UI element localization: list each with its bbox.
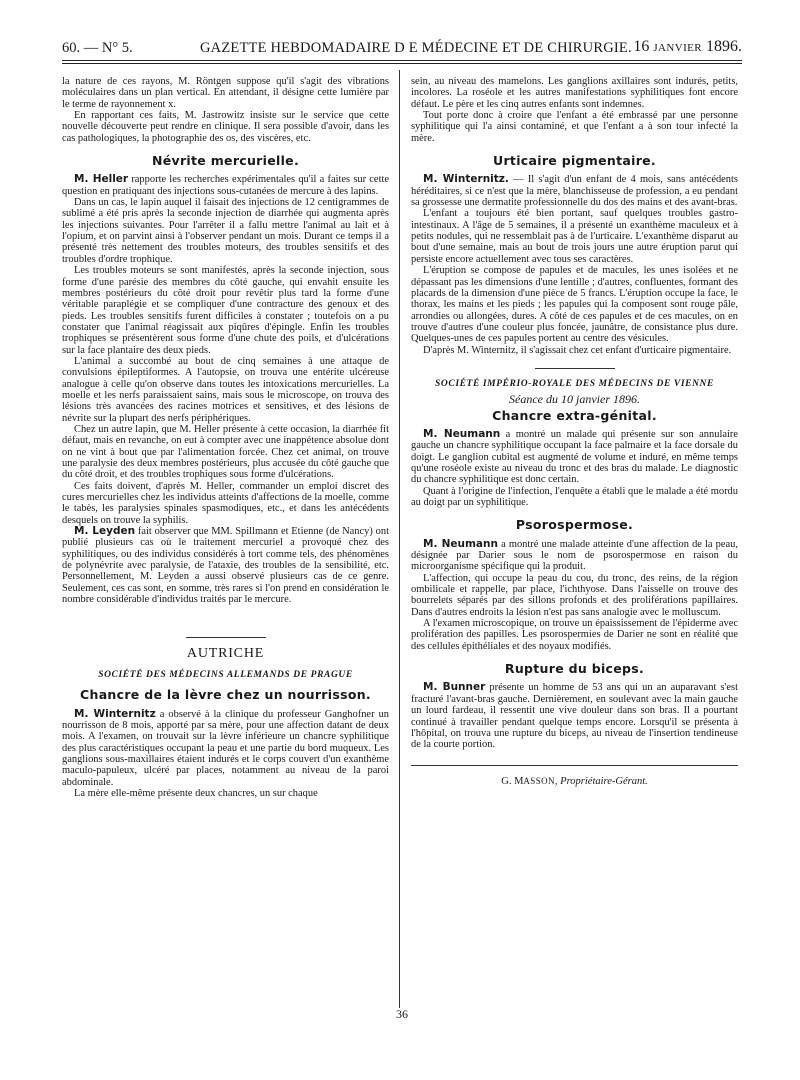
paragraph: sein, au niveau des mamelons. Les ganglions axillaires sont indurés, petits, incolores. La roséole et les autres manifestations syphilitiques font encore défaut. Le père et les cinq autres enfants sont indemnes. — [411, 76, 738, 110]
paragraph: M. Neumann a montré un malade qui présente sur son annulaire gauche un chancre syphilitique occupant la face palmaire et la face dorsale du doigt. Le ganglion cubital est augmenté de volume et induré, en même temps qu'une roséole existe au niveau du tronc et des bras du malade. Le diagnostic du chancre syphilitique est donc certain. — [411, 427, 738, 486]
paragraph: Tout porte donc à croire que l'enfant a été embrassé par une personne syphilitique qui l'a ainsi contaminé, et que l'enfant a à son tour infecté la mère. — [411, 110, 738, 144]
section-rule — [186, 637, 266, 638]
paragraph: Quant à l'origine de l'infection, l'enquête a établi que le malade a été mordu au doigt par un syphilitique. — [411, 485, 738, 508]
society-heading: SOCIÉTÉ DES MÉDECINS ALLEMANDS DE PRAGUE — [98, 669, 353, 680]
right-column — [411, 76, 738, 787]
header-rule — [62, 60, 742, 61]
page-number: 36 — [396, 1007, 408, 1021]
speaker-name: M. Bunner — [423, 681, 486, 694]
paragraph: L'animal a succombé au bout de cinq semaines à une attaque de convulsions épileptiformes. A l'autopsie, on trouva une entérite ulcéreuse analogue à celle qu'on observe dans toutes les intoxications mercurielles. La moelle et les nerfs paraissaient sains, mais sous le microscope, on trouva des lésions très avancées des racines motrices et sensitives, et des lésions de névrite sur la plupart des nerfs périphériques. — [62, 355, 389, 424]
speaker-name: M. Leyden — [74, 525, 136, 538]
paragraph: Chez un autre lapin, que M. Heller présente à cette occasion, la diarrhée fit défaut, mais en revanche, on eut à compter avec une inappétence absolue dont on ne vint à bout que par l'alimentation forcée. Chez cet animal, on trouve une paralysie des deux membres postérieurs, plus accusée du côté gauche que du côté droit, et des troubles trophiques sous forme d'ulcérations. — [62, 423, 389, 481]
publisher-signature: G. MASSON, Propriétaire-Gérant. — [501, 775, 648, 787]
newspaper-page — [62, 38, 742, 1038]
speaker-name: M. Heller — [74, 173, 129, 186]
speaker-name: M. Neumann — [423, 537, 498, 550]
paragraph: L'enfant a toujours été bien portant, sauf quelques troubles gastro-intestinaux. A l'âge de 5 semaines, il a présenté un exanthème maculeux et à petits nodules, qui ne ressemblait pas à de l'urticaire. L'exanthème disparut au bout d'une semaine, mais au bout de trois jours une autre éruption parut qui persiste encore actuellement avec tous ses caractères. — [411, 208, 738, 265]
session-date: Séance du 10 janvier 1896. — [509, 392, 640, 407]
paragraph: la nature de ces rayons, M. Röntgen suppose qu'il s'agit des vibrations moléculaires dans un plan vertical. En attendant, il désigne cette lumière par le terme de rayonnement x. — [62, 76, 389, 110]
paragraph: D'après M. Winternitz, il s'agissait chez cet enfant d'urticaire pigmentaire. — [423, 344, 732, 356]
paragraph: M. Winternitz. — Il s'agit d'un enfant de 4 mois, sans antécédents héréditaires, si ce n'est que la mère, blanchisseuse de profession, a eu pendant sa grossesse une dermatite professionnelle du dos des mains et des avant-bras. — [411, 173, 738, 209]
article-heading-chancre-levre: Chancre de la lèvre chez un nourrisson. — [80, 687, 371, 703]
article-heading-urticaire: Urticaire pigmentaire. — [493, 153, 656, 169]
paragraph: En rapportant ces faits, M. Jastrowitz insiste sur le service que cette nouvelle découverte peut rendre en clinique. Il sera possible d'avoir, dans les cas pathologiques, la photographie des os, des viscères, etc. — [62, 110, 389, 144]
paragraph: Dans un cas, le lapin auquel il faisait des injections de 12 centigrammes de sublimé a été pris après la seconde injection de diarrhée qui augmenta après les injections suivantes. Pour l'arrêter il a fallu mettre l'animal au lait et à l'opium, et on parvint ainsi à l'observer pendant un mois. Durant ce temps il a présenté très nettement des troubles moteurs, des troubles sensitifs et des troubles d'ordre trophique. — [62, 197, 389, 265]
society-heading: SOCIÉTÉ IMPÉRIO-ROYALE DES MÉDECINS DE VIENNE — [435, 378, 714, 389]
paragraph: La mère elle-même présente deux chancres, un sur chaque — [74, 787, 318, 799]
paragraph: L'affection, qui occupe la peau du cou, du tronc, des reins, de la région ombilicale et rappelle, par place, l'ichthyose. Dans l'aisselle on trouve des bourrelets séparés par des sillons profonds et des proliférations papillaires. Dans d'autres endroits la lésion n'est pas sans analogie avec le molluscum. — [411, 572, 738, 618]
paragraph: M. Winternitz a observé à la clinique du professeur Ganghofner un nourrisson de 8 mois, apporté par sa mère, pour une affection datant de deux mois. A l'examen, on trouvait sur la lèvre inférieure un chancre syphilitique des plus caractéristiques occupant la peau et une partie du bord muqueux. Les ganglions sous-maxillaires étaient indurés et le corps couvert d'un exanthème maculo-papuleux, ulcéré par places, notamment au niveau de la paroi abdominale. — [62, 707, 390, 788]
running-header — [62, 38, 742, 62]
speaker-name: M. Winternitz — [74, 707, 156, 720]
paragraph: Ces faits doivent, d'après M. Heller, commander un emploi discret des cures mercurielles chez les individus atteints d'affections de la moelle, comme le tabès, les paralysies spinales spasmodiques, etc., et dans les antécédents desquels on trouve la syphilis. — [62, 480, 389, 526]
paragraph: M. Neumann a montré une malade atteinte d'une affection de la peau, désignée par Darier sous le nom de psorospermose en raison du microorganisme spécifique qui la produit. — [411, 537, 738, 573]
header-date: 16 JANVIER 1896. — [633, 38, 742, 55]
article-heading-chancre-extragenital: Chancre extra-génital. — [492, 407, 657, 423]
article-heading-psorospermose: Psorospermose. — [515, 517, 634, 533]
section-heading-autriche: AUTRICHE — [186, 646, 265, 662]
column-divider — [399, 70, 400, 1008]
left-column — [62, 76, 389, 799]
article-heading-nevrite: Névrite mercurielle. — [151, 153, 300, 169]
paragraph: M. Bunner présente un homme de 53 ans qui un an auparavant s'est fracturé l'avant-bras gauche. Dernièrement, en soulevant avec la main gauche un lourd fardeau, il ressentit une vive douleur dans son bras. Il a pourtant continué à travailler pendant quelque temps encore. Lorsqu'il se présenta à l'hôpital, on trouva une rupture du biceps, au niveau de l'insertion tendineuse de la courte portion. — [411, 681, 738, 751]
paragraph: M. Leyden fait observer que MM. Spillmann et Etienne (de Nancy) ont publié plusieurs cas où le traitement mercuriel a provoqué chez des syphilitiques, ou des individus considérés à tort comme tels, des phénomènes de polynévrite avec paralysie, de l'ataxie, des troubles de la sensibilité, etc. Personnellement, M. Leyden a aussi observé plusieurs cas de ce genre. Seulement, ces cas sont, en somme, très rares si l'on prend en considération le nombre considérable d'individus traités par le mercure. — [62, 525, 389, 606]
header-page-issue: 60. — N° 5. — [62, 40, 133, 56]
signature-rule — [411, 765, 738, 766]
article-heading-rupture-biceps: Rupture du biceps. — [504, 661, 645, 677]
paragraph: A l'examen microscopique, on trouve un épaississement de l'épiderme avec prolifération des papilles. Les psorospermies de Darier ne sont en réalité que des cellules épithéliales et des noyaux modifiés. — [411, 618, 738, 652]
paragraph: M. Heller rapporte les recherches expérimentales qu'il a faites sur cette question en pratiquant des injections sous-cutanées de mercure à des lapins. — [62, 173, 390, 197]
speaker-name: M. Winternitz. — [423, 173, 509, 186]
paragraph: Les troubles moteurs se sont manifestés, après la seconde injection, sous forme d'une parésie des membres du côté gauche, qui envahit ensuite les membres postérieurs du côté droit pour revêtir plus tard la forme d'une véritable paraplégie et se compliquer d'une contracture des genoux et des pieds. Les troubles sensitifs furent difficiles à constater ; toutefois on a pu constater que l'animal réagissait aux piqûres d'épingle. Enfin les troubles trophiques se présentèrent sous forme d'une chute des poils, et d'ulcérations sur la face plantaire des deux pieds. — [62, 265, 389, 356]
header-rule-double — [62, 63, 742, 64]
paragraph: L'éruption se compose de papules et de macules, les unes isolées et ne dépassant pas les dimensions d'une lentille ; d'autres, confluentes, formant des placards de la dimension d'une pièce de 5 francs. L'éruption occupe la face, le thorax, les mains et les pieds ; les papules qui la composent sont rouge pâle, arrondies ou allongées, dures. A côté de ces papules et de ces macules, on en trouve d'autres d'une couleur plus foncée, jaunâtre, de consistance plus dure. Quelques-unes de ces papules portent au centre des vésicules. — [411, 265, 738, 345]
section-rule — [535, 368, 615, 369]
speaker-name: M. Neumann — [423, 427, 501, 440]
header-journal-title: GAZETTE HEBDOMADAIRE D E MÉDECINE ET DE CHIRURGIE. — [200, 40, 632, 56]
